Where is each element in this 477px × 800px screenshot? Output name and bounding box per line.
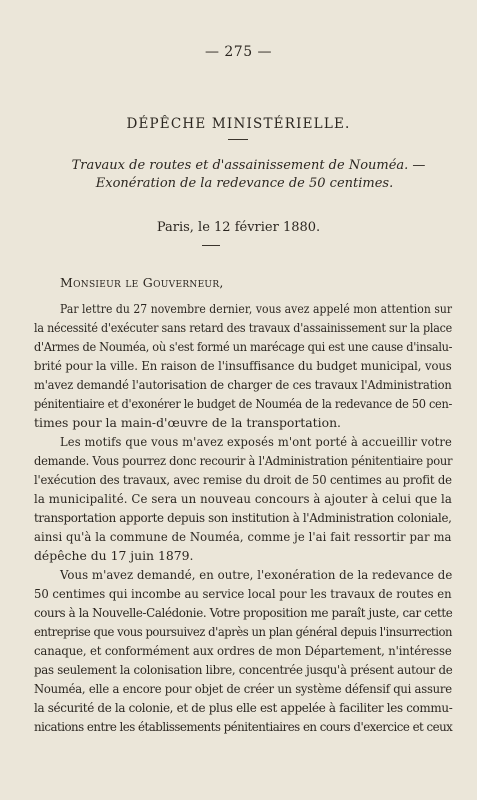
page-number: — 275 —	[204, 44, 273, 60]
body-line: Nouméa, elle a encore pour objet de créer un système défensif qui assure	[34, 681, 452, 696]
body-line: m'avez demandé l'autorisation de charger de ces travaux l'Administration	[34, 377, 452, 392]
body-line: pas seulement la colonisation libre, concentrée jusqu'à présent autour de	[34, 662, 453, 677]
body-line: entreprise que vous poursuivez d'après un plan général depuis l'insurrection	[34, 624, 452, 639]
body-line: cours à la Nouvelle-Calédonie. Votre proposition me paraît juste, car cette	[34, 605, 453, 620]
body-line: d'Armes de Nouméa, où s'est formé un marécage qui est une cause d'insalu-	[34, 339, 453, 354]
dateline-divider	[202, 245, 220, 246]
body-line: demande. Vous pourrez donc recourir à l'Administration pénitentiaire pour	[34, 453, 453, 468]
body-line: la nécessité d'exécuter sans retard des travaux d'assainissement sur la place	[34, 320, 453, 335]
salutation: Monsieur le Gouverneur,	[60, 275, 224, 290]
body-line: pénitentiaire et d'exonérer le budget de Nouméa de la redevance de 50 cen-	[34, 396, 452, 411]
subtitle-line-1: Travaux de routes et d'assainissement de Nouméa. —	[71, 158, 426, 173]
body-line: transportation apporte depuis son institution à l'Administration coloniale,	[34, 510, 452, 525]
body-line: canaque, et conformément aux ordres de mon Département, n'intéresse	[34, 643, 452, 658]
body-line: la sécurité de la colonie, et de plus elle est appelée à faciliter les commu-	[34, 700, 453, 715]
subtitle-line-2: Exonération de la redevance de 50 centimes.	[95, 176, 394, 191]
document-title: DÉPÊCHE MINISTÉRIELLE.	[126, 116, 351, 132]
body-line: 50 centimes qui incombe au service local pour les travaux de routes en	[34, 586, 452, 601]
body-line: Par lettre du 27 novembre dernier, vous avez appelé mon attention sur	[60, 301, 453, 316]
body-line: dépêche du 17 juin 1879.	[34, 548, 194, 563]
body-line: Vous m'avez demandé, en outre, l'exonération de la redevance de	[60, 567, 453, 582]
body-line: la municipalité. Ce sera un nouveau concours à ajouter à celui que la	[34, 491, 452, 506]
body-line: nications entre les établissements pénitentiaires en cours d'exercice et ceux	[34, 719, 453, 734]
body-line: Les motifs que vous m'avez exposés m'ont porté à accueillir votre	[60, 434, 452, 449]
body-line: ainsi qu'à la commune de Nouméa, comme je l'ai fait ressortir par ma	[34, 529, 452, 544]
title-divider	[228, 139, 248, 140]
body-line: l'exécution des travaux, avec remise du droit de 50 centimes au profit de	[34, 472, 452, 487]
body-line: times pour la main-d'œuvre de la transportation.	[34, 415, 341, 430]
dateline: Paris, le 12 février 1880.	[156, 220, 321, 235]
body-line: brité pour la ville. En raison de l'insuffisance du budget municipal, vous	[34, 358, 452, 373]
